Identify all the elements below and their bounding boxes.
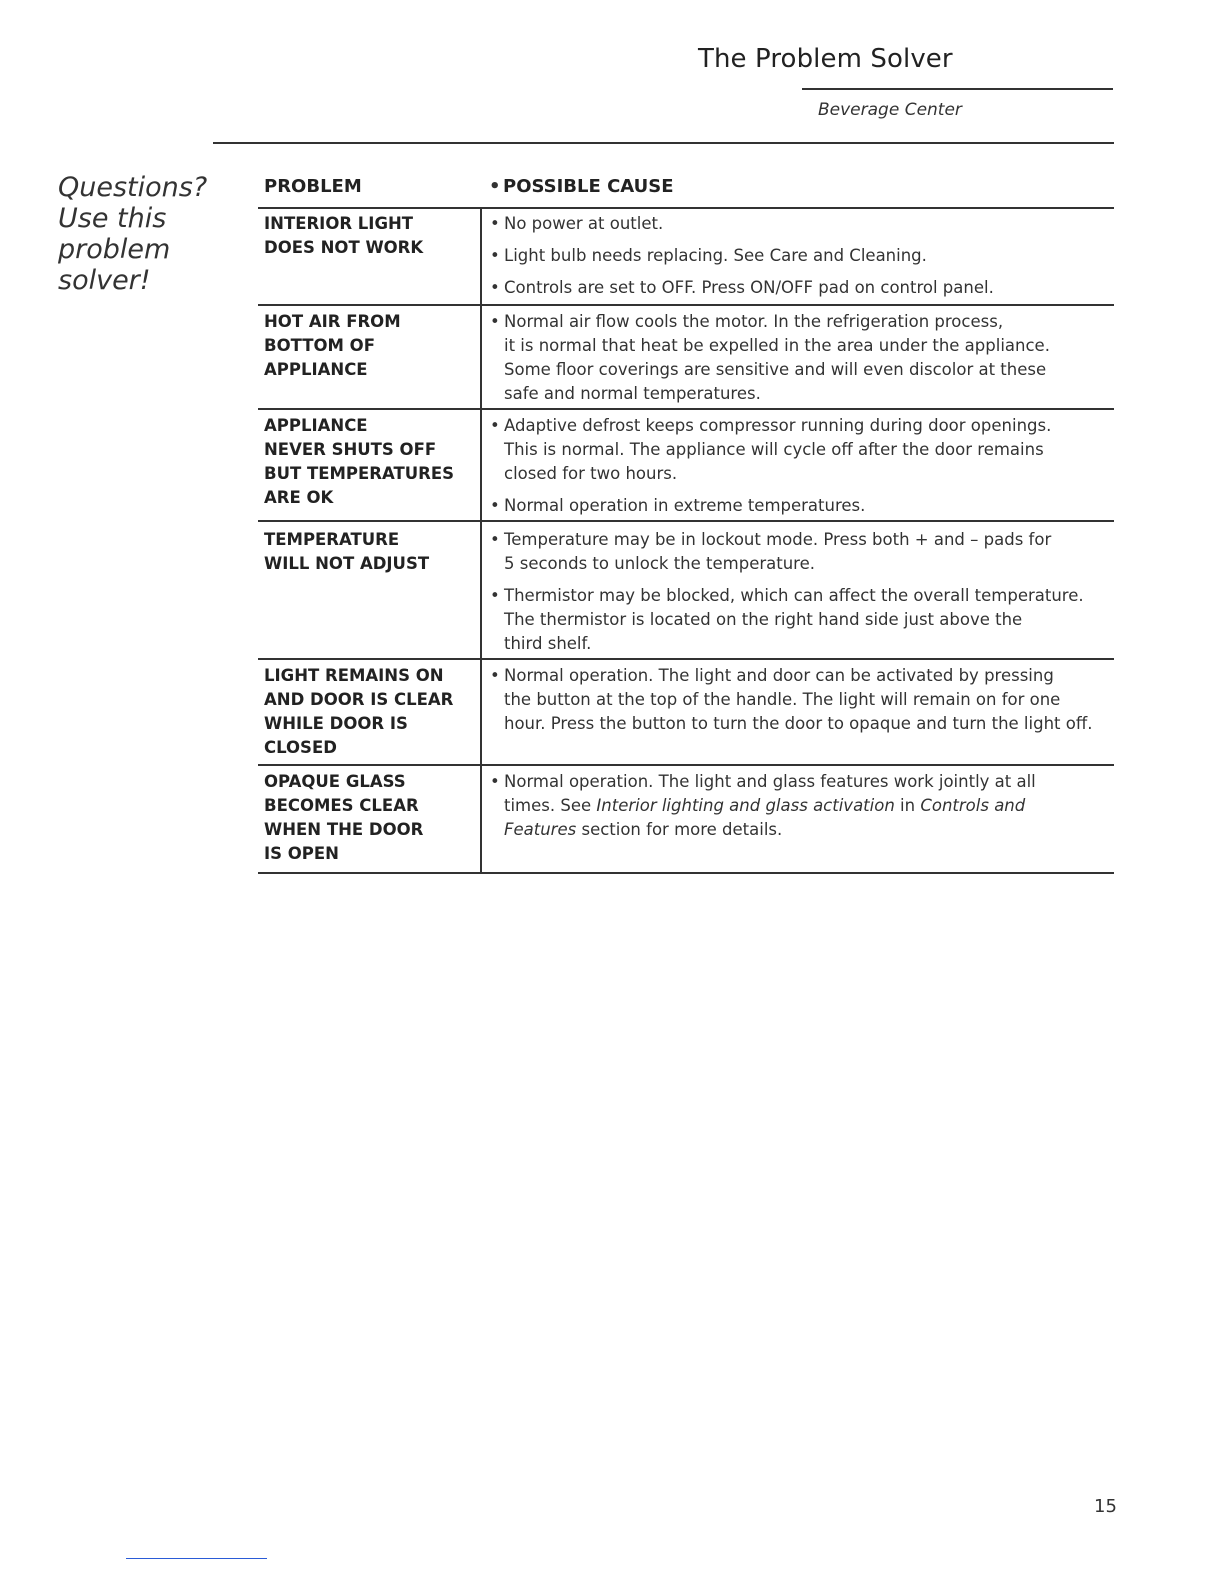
column-divider: [480, 522, 482, 658]
cause-item: [490, 584, 1110, 656]
problem-line: DOES NOT WORK: [264, 238, 424, 257]
cause-text: See: [560, 796, 592, 815]
problem-line: APPLIANCE: [264, 360, 368, 379]
problem-line: BUT TEMPERATURES: [264, 464, 454, 483]
problem-line: BECOMES CLEAR: [264, 796, 419, 815]
cause-cell: [490, 414, 1110, 526]
problem-line: WILL NOT ADJUST: [264, 554, 430, 573]
column-divider: [480, 208, 482, 304]
cause-column-header: • POSSIBLE CAUSE: [489, 176, 1224, 197]
cause-line: times. See Interior lighting and glass activation in Controls and: [504, 796, 1026, 815]
problem-line: WHILE DOOR IS: [264, 714, 408, 733]
cause-line: • No power at outlet.: [504, 214, 664, 233]
cause-line: safe and normal temperatures.: [504, 384, 761, 403]
problem-cell: [264, 664, 474, 760]
header-rule: [802, 88, 1113, 90]
column-divider: [480, 410, 482, 520]
page-title: The Problem Solver: [698, 44, 953, 74]
cause-item: [490, 414, 1110, 486]
table-header: [258, 176, 1114, 209]
footer-rule: [126, 1558, 267, 1559]
cause-item: [490, 770, 1110, 842]
cause-line: • Adaptive defrost keeps compressor running during door openings.: [504, 416, 1052, 435]
problem-cell: [264, 212, 474, 260]
cause-item: [490, 212, 1110, 236]
problem-line: AND DOOR IS CLEAR: [264, 690, 454, 709]
header-divider: [213, 142, 1114, 144]
cause-text: section for more details.: [581, 820, 783, 839]
column-divider: [480, 660, 482, 764]
cause-line: • Light bulb needs replacing. See Care and Cleaning.: [504, 246, 927, 265]
cause-item: [490, 528, 1110, 576]
cause-text: in: [900, 796, 916, 815]
problem-cell: [264, 528, 474, 576]
problem-line: HOT AIR FROM: [264, 312, 401, 331]
cause-line: • Thermistor may be blocked, which can affect the overall temperature.: [504, 586, 1084, 605]
cause-line: Some floor coverings are sensitive and will even discolor at these: [504, 360, 1047, 379]
problem-column-header: PROBLEM: [264, 176, 362, 197]
cause-line: • Temperature may be in lockout mode. Press both + and – pads for: [504, 530, 1052, 549]
cause-line: • Normal air flow cools the motor. In the refrigeration process,: [504, 312, 1004, 331]
cause-line: This is normal. The appliance will cycle off after the door remains: [504, 440, 1044, 459]
problem-line: APPLIANCE: [264, 416, 368, 435]
cause-item: [490, 244, 1110, 268]
problem-line: WHEN THE DOOR: [264, 820, 424, 839]
table-row: [258, 766, 1114, 874]
problem-cell: [264, 770, 474, 866]
problem-line: TEMPERATURE: [264, 530, 400, 549]
cause-item: [490, 664, 1110, 736]
callout-line: Questions?: [58, 172, 208, 203]
problem-line: OPAQUE GLASS: [264, 772, 406, 791]
cause-line: The thermistor is located on the right hand side just above the: [504, 610, 1023, 629]
sidebar-callout: [58, 172, 207, 296]
table-row: [258, 660, 1114, 766]
table-row: [258, 522, 1114, 660]
cause-item: [490, 310, 1110, 406]
cause-item: [490, 276, 1110, 300]
cause-line: • Normal operation. The light and glass features work jointly at all: [504, 772, 1036, 791]
cause-reference: Features: [504, 820, 577, 839]
table-row: [258, 410, 1114, 522]
callout-line: problem: [58, 234, 171, 265]
cause-line: it is normal that heat be expelled in the area under the appliance.: [504, 336, 1050, 355]
cause-reference: Interior lighting and glass activation: [596, 796, 895, 815]
cause-line: the button at the top of the handle. The light will remain on for one: [504, 690, 1061, 709]
cause-line: hour. Press the button to turn the door to opaque and turn the light off.: [504, 714, 1093, 733]
problem-line: BOTTOM OF: [264, 336, 375, 355]
problem-line: ARE OK: [264, 488, 334, 507]
cause-line: third shelf.: [504, 634, 592, 653]
cause-item: [490, 494, 1110, 518]
column-divider: [480, 766, 482, 872]
cause-cell: [490, 664, 1110, 744]
callout-line: solver!: [58, 265, 151, 296]
cause-line: • Controls are set to OFF. Press ON/OFF pad on control panel.: [504, 278, 994, 297]
cause-reference: Controls and: [920, 796, 1026, 815]
table-row: [258, 208, 1114, 306]
problem-line: LIGHT REMAINS ON: [264, 666, 444, 685]
problem-line: CLOSED: [264, 738, 337, 757]
cause-cell: [490, 528, 1110, 664]
cause-line: • Normal operation in extreme temperatures.: [504, 496, 866, 515]
cause-cell: [490, 310, 1110, 414]
callout-line: Use this: [58, 203, 167, 234]
column-divider: [480, 306, 482, 408]
cause-line: [504, 818, 1110, 842]
cause-cell: [490, 770, 1110, 850]
problem-line: IS OPEN: [264, 844, 339, 863]
page-number: 15: [1094, 1496, 1117, 1517]
problem-line: NEVER SHUTS OFF: [264, 440, 437, 459]
cause-cell: [490, 212, 1110, 308]
cause-line: 5 seconds to unlock the temperature.: [504, 554, 815, 573]
page-subtitle: Beverage Center: [818, 100, 962, 120]
table-row: [258, 306, 1114, 410]
cause-line: closed for two hours.: [504, 464, 678, 483]
problem-line: INTERIOR LIGHT: [264, 214, 414, 233]
problem-cell: [264, 414, 474, 510]
cause-line: • Normal operation. The light and door can be activated by pressing: [504, 666, 1054, 685]
problem-cell: [264, 310, 474, 382]
